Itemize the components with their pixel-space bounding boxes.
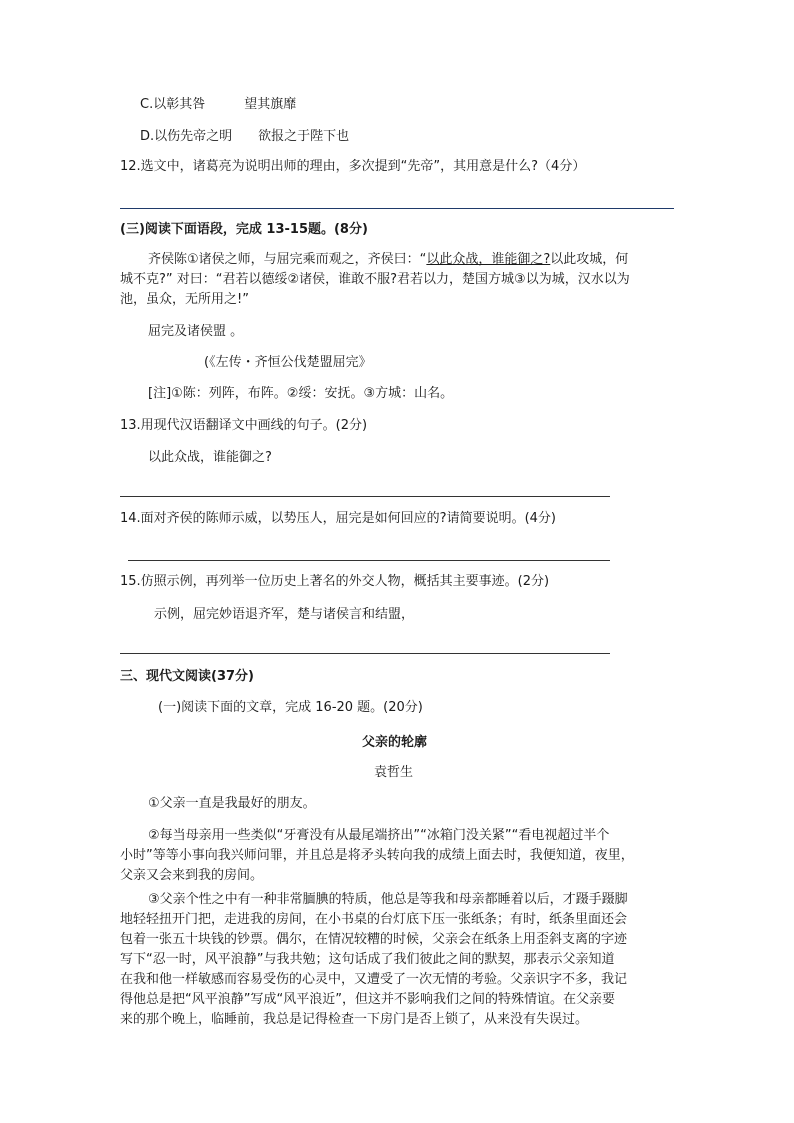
paragraph-3-line-5: 在我和他一样敏感而容易受伤的心灵中，又遭受了一次无情的考验。父亲识字不多，我记 (120, 972, 628, 987)
part-3-subheader: (一)阅读下面的文章，完成 16-20 题。(20分) (158, 700, 423, 715)
paragraph-1: ①父亲一直是我最好的朋友。 (148, 796, 316, 811)
passage-text-after-underline: 以此攻城，何 (550, 252, 629, 267)
question-12: 12.选文中，诸葛亮为说明出师的理由，多次提到“先帝”，其用意是什么?（4分） (120, 159, 586, 174)
passage-line-1 (148, 250, 628, 270)
paragraph-3-line-6: 得他总是把“风平浪静”写成“风平浪近”，但这并不影响我们之间的特殊情谊。在父亲要 (120, 992, 615, 1007)
answer-line-14 (128, 560, 610, 561)
paragraph-3-line-1: ③父亲个性之中有一种非常腼腆的特质，他总是等我和母亲都睡着以后，才蹑手蹑脚 (148, 892, 628, 907)
question-15: 15.仿照示例，再列举一位历史上著名的外交人物，概括其主要事迹。(2分) (120, 574, 550, 589)
article-title: 父亲的轮廓 (362, 735, 428, 750)
paragraph-3-line-3: 包着一张五十块钱的钞票。偶尔，在情况较糟的时候，父亲会在纸条上用歪斜支离的字迹 (120, 932, 628, 947)
passage-line-2: 城不克?” 对曰：“君若以德绥②诸侯，谁敢不服?君若以力，楚国方城③以为城，汉水以为 (120, 272, 630, 287)
passage-text-before-underline: 齐侯陈①诸侯之师，与屈完乘而观之，齐侯曰：“ (148, 252, 427, 267)
paragraph-3-line-2: 地轻轻扭开门把，走进我的房间，在小书桌的台灯底下压一张纸条；有时，纸条里面还会 (120, 912, 628, 927)
paragraph-2-line-2: 小时”等等小事向我兴师问罪，并且总是将矛头转向我的成绩上面去时，我便知道，夜里， (120, 848, 634, 863)
paragraph-3-line-4: 写下“忍一时，风平浪静”与我共勉；这句话成了我们彼此之间的默契，那表示父亲知道 (120, 952, 615, 967)
paragraph-3-line-7: 来的那个晚上，临睡前，我总是记得检查一下房门是否上锁了，从来没有失误过。 (120, 1012, 589, 1027)
question-14: 14.面对齐侯的陈师示威，以势压人，屈完是如何回应的?请简要说明。(4分) (120, 511, 556, 526)
option-c: C.以彰其咎 望其旗靡 (140, 97, 297, 112)
underlined-sentence: 以此众战，谁能御之? (426, 252, 551, 267)
passage-notes: [注]①陈：列阵，布阵。②绥：安抚。③方城：山名。 (148, 386, 454, 401)
question-13: 13.用现代汉语翻译文中画线的句子。(2分) (120, 418, 368, 433)
paragraph-2-line-3: 父亲又会来到我的房间。 (120, 868, 264, 883)
question-15-example: 示例，屈完妙语退齐军，楚与诸侯言和结盟， (154, 607, 415, 622)
passage-last-line: 屈完及诸侯盟 。 (148, 324, 244, 339)
option-d: D.以伤先帝之明 欲报之于陛下也 (140, 129, 350, 144)
passage-source: (《左传・齐恒公伐楚盟屈完》 (204, 355, 372, 370)
answer-line-12 (120, 208, 674, 209)
passage-line-3: 池，虽众，无所用之!” (120, 292, 249, 307)
answer-line-15 (120, 653, 610, 654)
part-3-header: 三、现代文阅读(37分) (120, 669, 254, 684)
answer-line-13 (120, 496, 610, 497)
paragraph-2-line-1: ②每当母亲用一些类似“牙膏没有从最尾端挤出”“冰箱门没关紧”“看电视超过半个 (148, 828, 610, 843)
article-author: 袁哲生 (374, 765, 414, 780)
section-3-header: (三)阅读下面语段，完成 13-15题。(8分) (120, 222, 368, 237)
question-13-sentence: 以此众战，谁能御之? (148, 450, 272, 465)
